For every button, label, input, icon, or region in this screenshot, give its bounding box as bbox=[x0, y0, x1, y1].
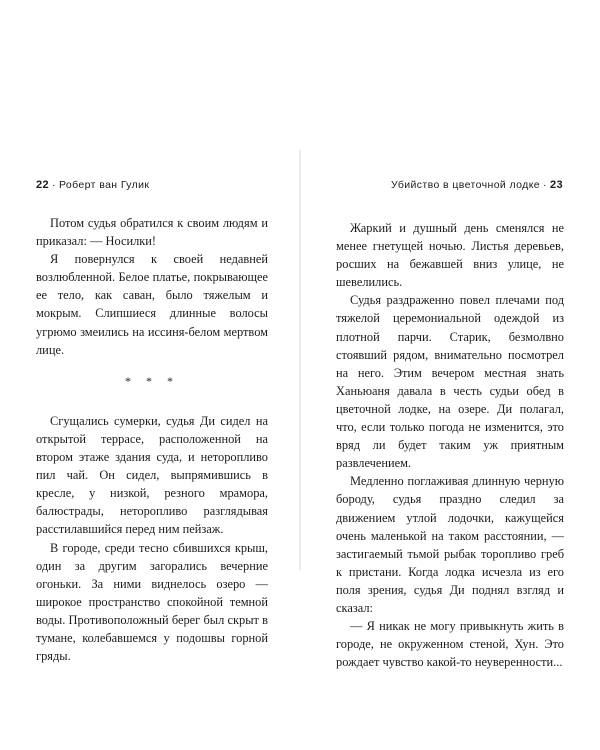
right-running-header bbox=[391, 179, 563, 191]
left-page-body bbox=[36, 214, 268, 665]
right-page-body bbox=[336, 219, 564, 671]
paragraph: Сгущались сумерки, судья Ди сидел на открытой террасе, расположенной на втором этаже здания суда, и неторопливо пил чай. Он сидел, выпрямившись в кресле, у низкой, резного мрамора, балюстрады, неторопливо разглядывая расстилавшийся перед ним пейзаж. bbox=[36, 413, 268, 537]
header-separator: · bbox=[543, 179, 547, 191]
header-separator: · bbox=[52, 179, 56, 191]
paragraph: — Я никак не могу привыкнуть жить в городе, не окруженном стеной, Хун. Это рождает чувство какой-то неуверенности... bbox=[336, 619, 564, 670]
scene-break: * * * bbox=[125, 373, 179, 388]
left-page-number: 22 bbox=[36, 179, 50, 191]
paragraph: Судья раздраженно повел плечами под тяжелой церемониальной одеждой из плотной парчи. Старик, безмолвно стоявший рядом, внимательно посмотрел на него. Этим вечером местная знать Ханьюаня давала в честь судьи обед в цветочной лодке, на озере. Ди полагал, что, если только погода не изменится, это вряд ли будет таким уж приятным развлечением. bbox=[336, 293, 564, 471]
right-page bbox=[300, 0, 600, 750]
paragraph: Я повернулся к своей недавней возлюбленной. Белое платье, покрывающее ее тело, как саван, было тяжелым и мокрым. Слипшиеся длинные волосы угрюмо змеились на иссиня-белом мертвом лице. bbox=[36, 252, 268, 357]
left-running-header bbox=[36, 179, 149, 191]
author-name: Роберт ван Гулик bbox=[58, 179, 150, 191]
paragraph: Жаркий и душный день сменялся не менее гнетущей ночью. Листья деревьев, росших на бежавшей вниз улице, не шевелились. bbox=[336, 221, 564, 290]
book-title: Убийство в цветочной лодке bbox=[391, 179, 541, 191]
paragraph: Медленно поглаживая длинную черную бороду, судья праздно следил за движением утлой лодочки, кажущейся очень маленькой на таком расстоянии, — застигаемый тьмой рыбак торопливо греб к пристани. Когда лодка исчезла из его поля зрения, судья Ди поднял взгляд и сказал: bbox=[336, 474, 564, 615]
paragraph: Потом судья обратился к своим людям и приказал: — Носилки! bbox=[36, 216, 268, 249]
paragraph: В городе, среди тесно сбившихся крыш, один за другим загорались вечерние огоньки. За ними виднелось озеро — широкое пространство спокойной темной воды. Противоположный берег был скрыт в тумане, колебавшемся у подошвы горной гряды. bbox=[36, 540, 268, 664]
right-page-number: 23 bbox=[549, 179, 563, 191]
